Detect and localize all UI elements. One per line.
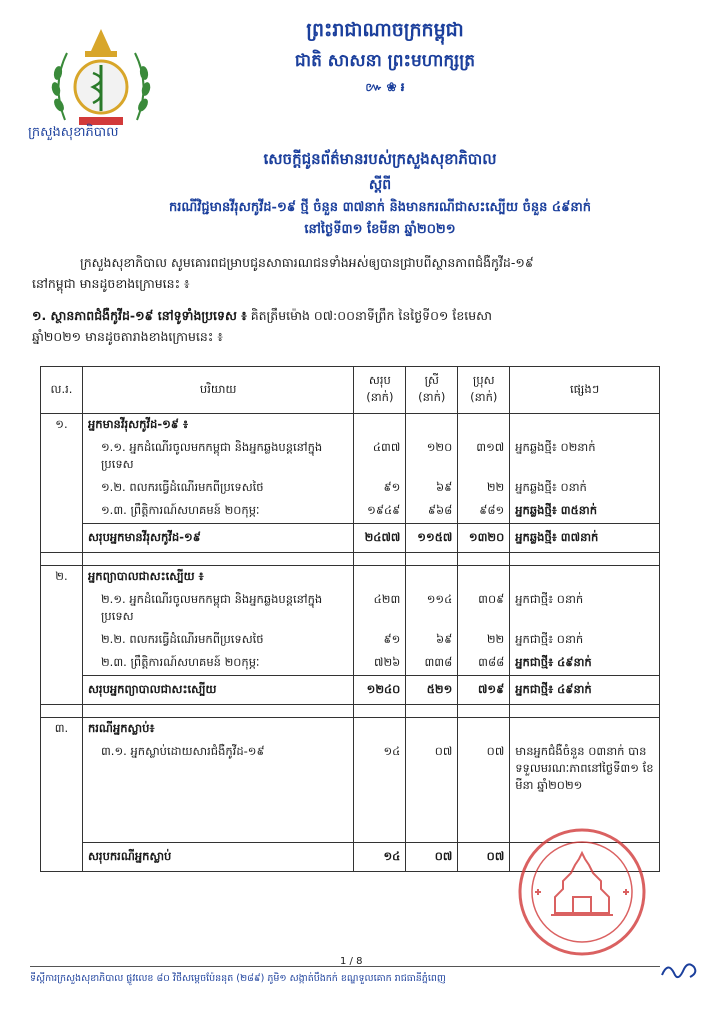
- row-male: ៩៨១: [458, 500, 510, 524]
- ornament: ៚ ❀ ៛: [365, 80, 405, 94]
- section-1-text: គិតត្រឹមម៉ោង ០៧:០០នាទីព្រឹក នៃថ្ងៃទី០១ ខែមេសា: [246, 308, 493, 323]
- group-number: ៣.: [41, 718, 83, 742]
- row-total: ៩១: [354, 629, 406, 652]
- group-title: ករណីអ្នកស្លាប់៖: [82, 718, 353, 742]
- summary-female: ១១៥៧: [406, 524, 458, 553]
- header-desc: បរិយាយ: [82, 367, 353, 414]
- table-row: [41, 629, 660, 652]
- group-number: ២.: [41, 566, 83, 590]
- summary-male: ០៧: [458, 843, 510, 872]
- title-line-4: នៅថ្ងៃទី៣១ ខែមីនា ឆ្នាំ២០២១: [304, 222, 456, 237]
- row-female: ៣៣៨: [406, 652, 458, 676]
- title-line-3: ករណីវិជ្ជមានវីរុសកូវីដ-១៩ ថ្មី ចំនួន ៣៧នាក់ និងមានករណីជាសះស្បើយ ចំនួន ៤៩នាក់: [169, 200, 591, 215]
- footer-divider: [30, 966, 660, 967]
- header-no: ល.រ.: [41, 367, 83, 414]
- intro-line-2: នៅកម្ពុជា មានដូចខាងក្រោមនេះ ៖: [32, 276, 190, 291]
- row-total: ៤៣៧: [354, 437, 406, 477]
- row-note: អ្នកជាថ្មី៖ ៤៩នាក់: [510, 652, 660, 676]
- row-total: ៤២៣: [354, 589, 406, 629]
- row-desc: ២.១. អ្នកដំណើរចូលមកកម្ពុជា និងអ្នកឆ្លងបន្តនៅក្នុងប្រទេស: [82, 589, 353, 629]
- summary-row: [41, 676, 660, 705]
- table-row: [41, 477, 660, 500]
- row-note: អ្នកឆ្លងថ្មី៖ ៣៥នាក់: [510, 500, 660, 524]
- national-motto: ជាតិ សាសនា ព្រះមហាក្សត្រ: [294, 51, 476, 71]
- row-note: មានអ្នកជំងឺចំនួន ០៣នាក់ បានទទួលមរណៈភាពនៅថ្ងៃទី៣១ ខែមីនា ឆ្នាំ២០២១: [510, 741, 660, 843]
- table-header-row: [41, 367, 660, 414]
- ministry-name: ក្រសួងសុខាភិបាល: [28, 125, 119, 140]
- row-note: អ្នកឆ្លងថ្មី៖ ០នាក់: [510, 477, 660, 500]
- header-total: សរុប (នាក់): [354, 367, 406, 414]
- intro-paragraph: [32, 252, 692, 294]
- summary-desc: សរុបអ្នកមានវីរុសកូវីដ-១៩: [82, 524, 353, 553]
- summary-female: ០៧: [406, 843, 458, 872]
- footer-address: ទីស្តីការក្រសួងសុខាភិបាល ផ្លូវលេខ ៨០ វិថីសម្តេចប៉ែននុត (២៨៩) ភូមិ១ សង្កាត់បឹងកក់ ខណ្ឌទួលគោក រាជធានីភ្នំពេញ: [30, 973, 446, 984]
- row-total: ១៩៤៩: [354, 500, 406, 524]
- row-female: ៩៦៨: [406, 500, 458, 524]
- official-seal-icon: [515, 825, 650, 960]
- document-title: [80, 150, 680, 243]
- header-female: ស្រី (នាក់): [406, 367, 458, 414]
- row-desc: ១.៣. ព្រឹត្តិការណ៍សហគមន៍ ២០កុម្ភៈ: [82, 500, 353, 524]
- summary-male: ៧១៩: [458, 676, 510, 705]
- group-number: ១.: [41, 414, 83, 438]
- row-total: ៧២៦: [354, 652, 406, 676]
- row-female: ៦៩: [406, 629, 458, 652]
- intro-line-1: ក្រសួងសុខាភិបាល សូមគោរពជម្រាបជូនសាធារណជនទាំងអស់ឲ្យបានជ្រាបពីស្ថានភាពជំងឺកូវីដ-១៩: [80, 255, 534, 270]
- row-female: ០៧: [406, 741, 458, 843]
- section-1-text-2: ឆ្នាំ២០២១ មានដូចតារាងខាងក្រោមនេះ ៖: [32, 329, 223, 344]
- table-row: [41, 652, 660, 676]
- group-title: អ្នកព្យាបាលជាសះស្បើយ ៖: [82, 566, 353, 590]
- summary-male: ១៣២០: [458, 524, 510, 553]
- row-desc: ២.៣. ព្រឹត្តិការណ៍សហគមន៍ ២០កុម្ភៈ: [82, 652, 353, 676]
- header-male: ប្រុស (នាក់): [458, 367, 510, 414]
- row-note: អ្នកជាថ្មី៖ ០នាក់: [510, 589, 660, 629]
- row-female: ១១៤: [406, 589, 458, 629]
- row-female: ១២០: [406, 437, 458, 477]
- title-line-1: សេចក្តីជូនព័ត៌មានរបស់ក្រសួងសុខាភិបាល: [263, 150, 497, 168]
- row-note: អ្នកឆ្លងថ្មី៖ ០២នាក់: [510, 437, 660, 477]
- summary-total: ១២៤០: [354, 676, 406, 705]
- table-row: [41, 718, 660, 742]
- row-female: ៦៩: [406, 477, 458, 500]
- ministry-logo-icon: [45, 25, 157, 133]
- row-desc: ១.១. អ្នកដំណើរចូលមកកម្ពុជា និងអ្នកឆ្លងបន្តនៅក្នុងប្រទេស: [82, 437, 353, 477]
- table-row: [41, 437, 660, 477]
- summary-row: [41, 524, 660, 553]
- row-male: ៣០៩: [458, 589, 510, 629]
- row-male: ២២: [458, 629, 510, 652]
- row-total: ៩១: [354, 477, 406, 500]
- summary-total: ១៤: [354, 843, 406, 872]
- summary-female: ៥២១: [406, 676, 458, 705]
- kingdom-header: [220, 18, 550, 97]
- summary-note: អ្នកឆ្លងថ្មី៖ ៣៧នាក់: [510, 524, 660, 553]
- row-male: ២២: [458, 477, 510, 500]
- summary-desc: សរុបអ្នកព្យាបាលជាសះស្បើយ: [82, 676, 353, 705]
- summary-note: អ្នកជាថ្មី៖ ៤៩នាក់: [510, 676, 660, 705]
- section-1-heading: ១. ស្ថានភាពជំងឺកូវីដ-១៩ នៅទូទាំងប្រទេស ៖: [32, 308, 247, 323]
- covid-status-table: [40, 366, 660, 872]
- table-row: [41, 566, 660, 590]
- header-note: ផ្សេងៗ: [510, 367, 660, 414]
- table-row: [41, 589, 660, 629]
- row-male: ០៧: [458, 741, 510, 843]
- summary-desc: សរុបករណីអ្នកស្លាប់: [82, 843, 353, 872]
- page-number: 1 / 8: [340, 956, 363, 967]
- row-desc: ២.២. ពលករធ្វើដំណើរមកពីប្រទេសថៃ: [82, 629, 353, 652]
- section-1: [32, 305, 692, 347]
- row-male: ៣៨៨: [458, 652, 510, 676]
- group-title: អ្នកមានវីរុសកូវីដ-១៩ ៖: [82, 414, 353, 438]
- row-desc: ១.២. ពលករធ្វើដំណើរមកពីប្រទេសថៃ: [82, 477, 353, 500]
- row-note: អ្នកជាថ្មី៖ ០នាក់: [510, 629, 660, 652]
- table-row: [41, 414, 660, 438]
- row-desc: ៣.១. អ្នកស្លាប់ដោយសារជំងឺកូវីដ-១៩: [82, 741, 353, 843]
- title-line-2: ស្តីពី: [368, 177, 392, 193]
- row-total: ១៤: [354, 741, 406, 843]
- summary-total: ២៤៧៧: [354, 524, 406, 553]
- table-row: [41, 500, 660, 524]
- row-male: ៣១៧: [458, 437, 510, 477]
- kingdom-title: ព្រះរាជាណាចក្រកម្ពុជា: [306, 19, 464, 41]
